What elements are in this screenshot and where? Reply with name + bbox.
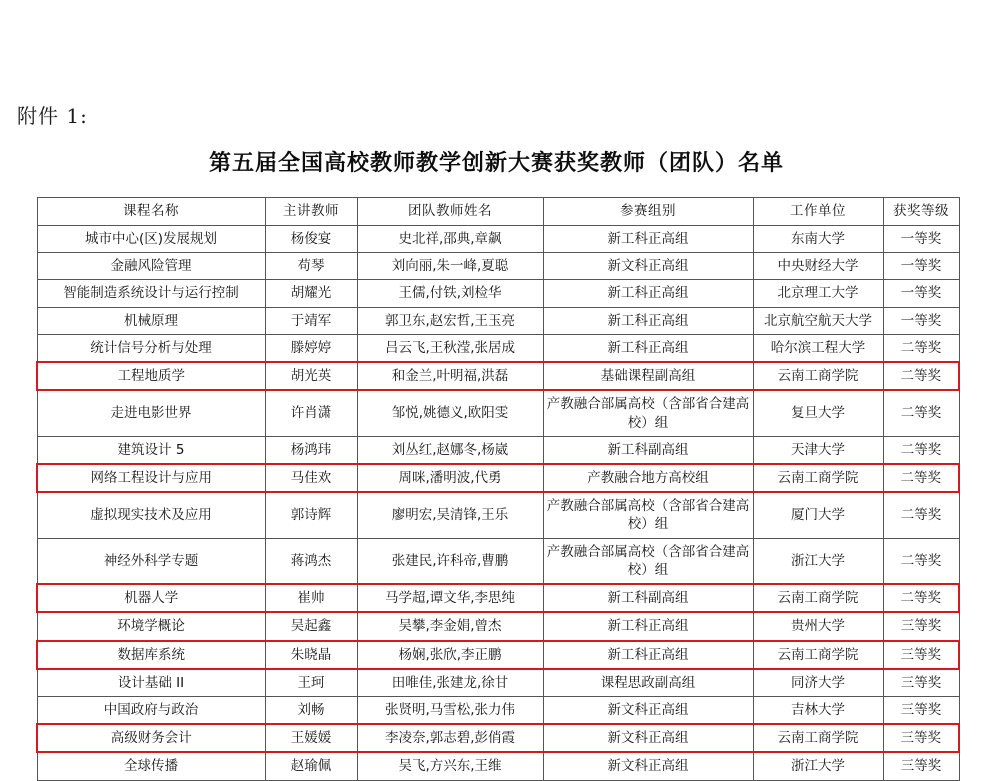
cell-unit: 浙江大学 <box>753 538 883 584</box>
cell-teacher: 胡耀光 <box>265 280 357 307</box>
cell-group: 新工科正高组 <box>543 612 753 640</box>
cell-level: 三等奖 <box>883 752 959 780</box>
cell-team: 杨娴,张欣,李正鹏 <box>357 641 543 669</box>
cell-unit: 云南工商学院 <box>753 362 883 390</box>
table-row <box>37 253 959 280</box>
table-row <box>37 334 959 362</box>
cell-team: 刘向丽,朱一峰,夏聪 <box>357 253 543 280</box>
cell-course: 工程地质学 <box>37 362 265 390</box>
cell-group: 新工科正高组 <box>543 641 753 669</box>
cell-team: 郭卫东,赵宏哲,王玉亮 <box>357 307 543 334</box>
cell-team: 吕云飞,王秋滢,张居成 <box>357 334 543 362</box>
cell-teacher: 滕婷婷 <box>265 334 357 362</box>
cell-unit: 北京理工大学 <box>753 280 883 307</box>
column-header-level: 获奖等级 <box>883 198 959 226</box>
cell-level: 二等奖 <box>883 584 959 612</box>
cell-unit: 厦门大学 <box>753 492 883 538</box>
cell-level: 二等奖 <box>883 362 959 390</box>
cell-unit: 北京航空航天大学 <box>753 307 883 334</box>
table-row <box>37 696 959 724</box>
cell-group: 新文科正高组 <box>543 724 753 752</box>
cell-team: 廖明宏,吴清锋,王乐 <box>357 492 543 538</box>
cell-unit: 云南工商学院 <box>753 724 883 752</box>
table-row <box>37 669 959 697</box>
cell-group: 新工科正高组 <box>543 307 753 334</box>
cell-group: 新工科正高组 <box>543 334 753 362</box>
cell-team: 张贤明,马雪松,张力伟 <box>357 696 543 724</box>
cell-course: 建筑设计 5 <box>37 436 265 464</box>
cell-group: 产教融合部属高校（含部省合建高校）组 <box>543 538 753 584</box>
cell-level: 二等奖 <box>883 464 959 492</box>
cell-course: 智能制造系统设计与运行控制 <box>37 280 265 307</box>
cell-group: 新文科正高组 <box>543 752 753 780</box>
cell-unit: 哈尔滨工程大学 <box>753 334 883 362</box>
cell-team: 邹悦,姚德义,欧阳雯 <box>357 390 543 436</box>
cell-team: 马学超,谭文华,李思纯 <box>357 584 543 612</box>
cell-level: 三等奖 <box>883 669 959 697</box>
cell-course: 网络工程设计与应用 <box>37 464 265 492</box>
column-header-course: 课程名称 <box>37 198 265 226</box>
column-header-unit: 工作单位 <box>753 198 883 226</box>
cell-course: 数据库系统 <box>37 641 265 669</box>
cell-team: 吴飞,方兴东,王维 <box>357 752 543 780</box>
cell-course: 城市中心(区)发展规划 <box>37 226 265 253</box>
table-row <box>37 280 959 307</box>
cell-team: 刘丛红,赵娜冬,杨崴 <box>357 436 543 464</box>
cell-course: 高级财务会计 <box>37 724 265 752</box>
table-header <box>37 198 959 226</box>
cell-team: 史北祥,邵典,章飙 <box>357 226 543 253</box>
cell-level: 一等奖 <box>883 280 959 307</box>
cell-teacher: 胡光英 <box>265 362 357 390</box>
cell-teacher: 杨俊宴 <box>265 226 357 253</box>
cell-level: 一等奖 <box>883 307 959 334</box>
cell-teacher: 杨鸿玮 <box>265 436 357 464</box>
cell-course: 设计基础 II <box>37 669 265 697</box>
cell-level: 二等奖 <box>883 436 959 464</box>
cell-teacher: 王媛媛 <box>265 724 357 752</box>
cell-teacher: 崔帅 <box>265 584 357 612</box>
cell-unit: 浙江大学 <box>753 752 883 780</box>
cell-teacher: 马佳欢 <box>265 464 357 492</box>
attachment-label: 附件 1: <box>17 104 88 128</box>
cell-teacher: 于靖军 <box>265 307 357 334</box>
table-row <box>37 492 959 538</box>
cell-level: 三等奖 <box>883 641 959 669</box>
cell-team: 周咪,潘明波,代勇 <box>357 464 543 492</box>
cell-course: 统计信号分析与处理 <box>37 334 265 362</box>
cell-unit: 东南大学 <box>753 226 883 253</box>
cell-level: 二等奖 <box>883 334 959 362</box>
cell-course: 环境学概论 <box>37 612 265 640</box>
cell-level: 二等奖 <box>883 390 959 436</box>
table-row <box>37 226 959 253</box>
table-row <box>37 752 959 780</box>
cell-teacher: 刘畅 <box>265 696 357 724</box>
cell-teacher: 朱晓晶 <box>265 641 357 669</box>
cell-course: 虚拟现实技术及应用 <box>37 492 265 538</box>
cell-team: 李凌奈,郭志碧,彭俏霞 <box>357 724 543 752</box>
award-table-wrapper <box>36 197 958 781</box>
table-row <box>37 724 959 752</box>
cell-course: 走进电影世界 <box>37 390 265 436</box>
cell-team: 吴攀,李金娟,曾杰 <box>357 612 543 640</box>
cell-level: 三等奖 <box>883 724 959 752</box>
table-header-row <box>37 198 959 226</box>
table-row <box>37 584 959 612</box>
cell-level: 三等奖 <box>883 612 959 640</box>
cell-level: 三等奖 <box>883 696 959 724</box>
cell-group: 新工科副高组 <box>543 584 753 612</box>
cell-group: 新工科正高组 <box>543 226 753 253</box>
cell-teacher: 吴起鑫 <box>265 612 357 640</box>
cell-team: 张建民,许科帝,曹鹏 <box>357 538 543 584</box>
cell-level: 二等奖 <box>883 538 959 584</box>
cell-course: 机械原理 <box>37 307 265 334</box>
cell-group: 新文科正高组 <box>543 253 753 280</box>
cell-team: 王儒,付铁,刘检华 <box>357 280 543 307</box>
cell-unit: 云南工商学院 <box>753 464 883 492</box>
cell-group: 产教融合地方高校组 <box>543 464 753 492</box>
cell-unit: 贵州大学 <box>753 612 883 640</box>
cell-course: 中国政府与政治 <box>37 696 265 724</box>
cell-unit: 天津大学 <box>753 436 883 464</box>
cell-teacher: 许肖潇 <box>265 390 357 436</box>
cell-teacher: 王珂 <box>265 669 357 697</box>
cell-unit: 云南工商学院 <box>753 641 883 669</box>
cell-group: 新文科正高组 <box>543 696 753 724</box>
cell-teacher: 郭诗辉 <box>265 492 357 538</box>
cell-team: 田唯佳,张建龙,徐甘 <box>357 669 543 697</box>
cell-team: 和金兰,叶明福,洪磊 <box>357 362 543 390</box>
cell-level: 一等奖 <box>883 253 959 280</box>
table-row <box>37 538 959 584</box>
table-row <box>37 436 959 464</box>
cell-course: 金融风险管理 <box>37 253 265 280</box>
table-row <box>37 307 959 334</box>
cell-unit: 复旦大学 <box>753 390 883 436</box>
cell-group: 产教融合部属高校（含部省合建高校）组 <box>543 492 753 538</box>
award-table <box>36 197 960 781</box>
table-row <box>37 390 959 436</box>
cell-course: 机器人学 <box>37 584 265 612</box>
table-row <box>37 464 959 492</box>
page-title: 第五届全国高校教师教学创新大赛获奖教师（团队）名单 <box>208 150 784 176</box>
cell-unit: 同济大学 <box>753 669 883 697</box>
table-row <box>37 362 959 390</box>
column-header-group: 参赛组别 <box>543 198 753 226</box>
cell-level: 二等奖 <box>883 492 959 538</box>
cell-group: 产教融合部属高校（含部省合建高校）组 <box>543 390 753 436</box>
column-header-teacher: 主讲教师 <box>265 198 357 226</box>
cell-level: 一等奖 <box>883 226 959 253</box>
cell-group: 基础课程副高组 <box>543 362 753 390</box>
table-row <box>37 612 959 640</box>
cell-group: 新工科正高组 <box>543 280 753 307</box>
cell-unit: 吉林大学 <box>753 696 883 724</box>
cell-course: 全球传播 <box>37 752 265 780</box>
cell-group: 新工科副高组 <box>543 436 753 464</box>
cell-teacher: 蒋鸿杰 <box>265 538 357 584</box>
cell-course: 神经外科学专题 <box>37 538 265 584</box>
cell-teacher: 苟琴 <box>265 253 357 280</box>
cell-teacher: 赵瑜佩 <box>265 752 357 780</box>
cell-group: 课程思政副高组 <box>543 669 753 697</box>
table-row <box>37 641 959 669</box>
cell-unit: 云南工商学院 <box>753 584 883 612</box>
column-header-team: 团队教师姓名 <box>357 198 543 226</box>
cell-unit: 中央财经大学 <box>753 253 883 280</box>
table-body <box>37 226 959 781</box>
